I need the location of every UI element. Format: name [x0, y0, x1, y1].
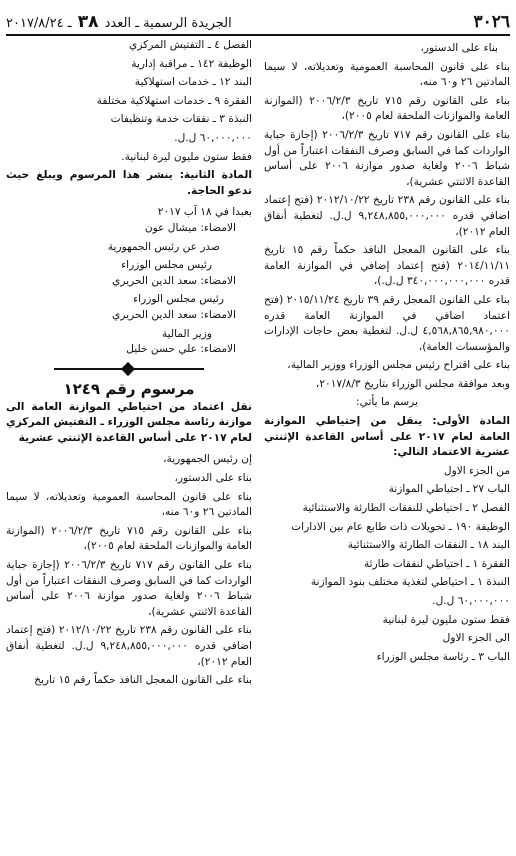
article-two: المادة الثانية: ينشر هذا المرسوم ويبلغ حيث تدعو الحاجة. [6, 169, 252, 197]
right-column [264, 38, 510, 856]
budget-line: الفصل ٢ ـ احتياطي للنفقات الطارئة والاستثنائية [302, 502, 510, 515]
place-date: بعبدا في ١٨ آب ٢٠١٧ [157, 206, 252, 219]
paragraph: بناء على القانون رقم ٧١٧ تاريخ ٢٠٠٦/٢/٣ (إجازة جباية الواردات كما في السابق وصرف النفقات اعتباراً من أول شباط ٢٠٠٦ ولغاية صدور موازنة ٢٠٠٦ على أساس القاعدة الاثنتي عشرية)، [6, 559, 252, 618]
budget-line: البند ١٢ ـ خدمات استهلاكية [134, 76, 252, 89]
paragraph: بناء على اقتراح رئيس مجلس الوزراء ووزير المالية، [287, 359, 510, 372]
paragraph: بناء على القانون رقم ٧١٧ تاريخ ٢٠٠٦/٢/٣ (إجازة جباية الواردات كما في السابق وصرف النفقات اعتباراً من أول شباط ٢٠٠٦ ولغاية صدور موازنة ٢٠٠٦ على أساس القاعدة الاثنتي عشرية)، [264, 128, 510, 188]
signature-title: رئيس مجلس الوزراء [133, 293, 224, 306]
paragraph: بناء على القانون المعجل النافذ حكماً رقم ١٥ تاريخ ٢٠١٤/١١/١١ (فتح إعتماد إضافي في الموازنة العامة قدره ٣٤٠,٠٠٠,٠٠٠,٠٠٠ ل.ل.)، [264, 244, 510, 288]
budget-line: الفقرة ١ ـ احتياطي لنفقات طارئة [363, 557, 510, 570]
budget-line: البند ١٨ ـ النفقات الطارئة والاستثنائية [347, 539, 510, 552]
budget-line: من الجزء الاول [443, 464, 510, 477]
paragraph: بناء على القانون رقم ٧١٥ تاريخ ٢٠٠٦/٢/٣ (الموازنة العامة والموازنات الملحقة لعام ٢٠٠٥)، [6, 524, 252, 553]
budget-line: الباب ٢٧ ـ احتياطي الموازنة [388, 483, 510, 496]
budget-line: الفصل ٤ ـ التفتيش المركزي [129, 39, 252, 51]
section-separator [54, 362, 204, 376]
issue-number: ٣٨ [77, 12, 99, 32]
paragraph: بناء على القانون المعجل رقم ٣٩ تاريخ ٢٠١٥/١١/٢٤ (فتح اعتماد اضافي في الموازنة العامة قدره ٤,٥٦٨,٨٦٥,٩٨٠,٠٠٠ ل.ل. لتغطية بعض حاجات الإدارات والمؤسسات العامة)، [264, 293, 510, 353]
paragraph: بناء على الدستور، [420, 42, 498, 54]
budget-line: الى الجزء الاول [442, 632, 510, 645]
left-column [6, 38, 252, 856]
signature: الامضاء: سعد الدين الحريري [112, 308, 236, 321]
signature: الامضاء: علي حسن خليل [126, 343, 236, 356]
paragraph: بناء على القانون رقم ٢٣٨ تاريخ ٢٠١٢/١٠/٢٢ (فتح إعتماد اضافي قدره ٩,٢٤٨,٨٥٥,٠٠٠,٠٠٠ ل.ل. لتغطية أنفاق العام ٢٠١٢)، [264, 194, 510, 238]
paragraph: إن رئيس الجمهورية، [163, 453, 252, 466]
amount: ٦٠,٠٠٠,٠٠٠ ل.ل. [174, 131, 252, 144]
signature-title: رئيس مجلس الوزراء [121, 259, 212, 272]
paragraph: بناء على القانون رقم ٢٣٨ تاريخ ٢٠١٢/١٠/٢٢ (فتح إعتماد اضافي قدره ٩,٢٤٨,٨٥٥,٠٠٠,٠٠٠ ل.ل. لتغطية أنفاق العام ٢٠١٢)، [6, 624, 252, 668]
gazette-title [6, 12, 232, 32]
signature: الامضاء: سعد الدين الحريري [112, 274, 236, 287]
decree-title: مرسوم رقم ١٢٤٩ [63, 379, 195, 398]
budget-line: الوظيفة ١٤٢ ـ مراقبة إدارية [131, 57, 252, 70]
paragraph: بناء على الدستور، [174, 472, 252, 485]
paragraph: بناء على القانون رقم ٧١٥ تاريخ ٢٠٠٦/٢/٣ (الموازنة العامة والموازنات الملحقة لعام ٢٠٠٥)، [264, 94, 510, 123]
budget-line: الوظيفة ١٩٠ ـ تحويلات ذات طابع عام بين الادارات [291, 520, 510, 533]
paragraph: بناء على القانون المعجل النافذ حكماً رقم ١٥ تاريخ [34, 674, 252, 687]
gazette-title-prefix: الجريدة الرسمية ـ العدد [104, 16, 232, 31]
signature-title: وزير المالية [161, 327, 212, 340]
issue-date: ـ ٢٠١٧/٨/٢٤ [6, 16, 72, 31]
decree-subtitle: نقل اعتماد من احتياطي الموازنة العامة الى موازنة رئاسة مجلس الوزراء ـ التفتيش المركزي لعام ٢٠١٧ على أساس القاعدة الإثنتي عشرية [6, 400, 252, 444]
page-number: ٣٠٢٦ [473, 12, 510, 32]
page-header [6, 6, 510, 36]
decree-formula: يرسم ما يأتي: [356, 396, 418, 409]
amount-words: فقط ستون مليون ليرة لبنانية [382, 613, 510, 626]
budget-line: الفقرة ٩ ـ خدمات استهلاكية مختلفة [96, 94, 252, 107]
paragraph: بناء على قانون المحاسبة العمومية وتعديلاته، لا سيما المادتين ٢٦ و٦٠ منه، [264, 60, 510, 89]
signature: الامضاء: ميشال عون [144, 221, 236, 234]
paragraph: بناء على قانون المحاسبة العمومية وتعديلاته، لا سيما المادتين ٢٦ و٦٠ منه، [6, 490, 252, 519]
amount-words: فقط ستون مليون ليرة لبنانية. [121, 150, 252, 163]
paragraph: وبعد موافقة مجلس الوزراء بتاريخ ٢٠١٧/٨/٣، [315, 377, 510, 390]
budget-line: النبذة ٣ ـ نفقات خدمة وتنظيفات [110, 113, 252, 126]
article-one: المادة الأولى: ينقل من إحتياطي الموازنة العامة لعام ٢٠١٧ على أساس القاعدة الإثنتي عشرية الاعتماد التالي: [264, 415, 510, 459]
budget-line: النبذة ١ ـ احتياطي لتغذية مختلف بنود الموازنة [310, 576, 510, 589]
amount: ٦٠,٠٠٠,٠٠٠ ل.ل. [432, 595, 510, 607]
budget-line: الباب ٣ ـ رئاسة مجلس الوزراء [376, 650, 510, 663]
signature-title: صدر عن رئيس الجمهورية [107, 240, 220, 253]
